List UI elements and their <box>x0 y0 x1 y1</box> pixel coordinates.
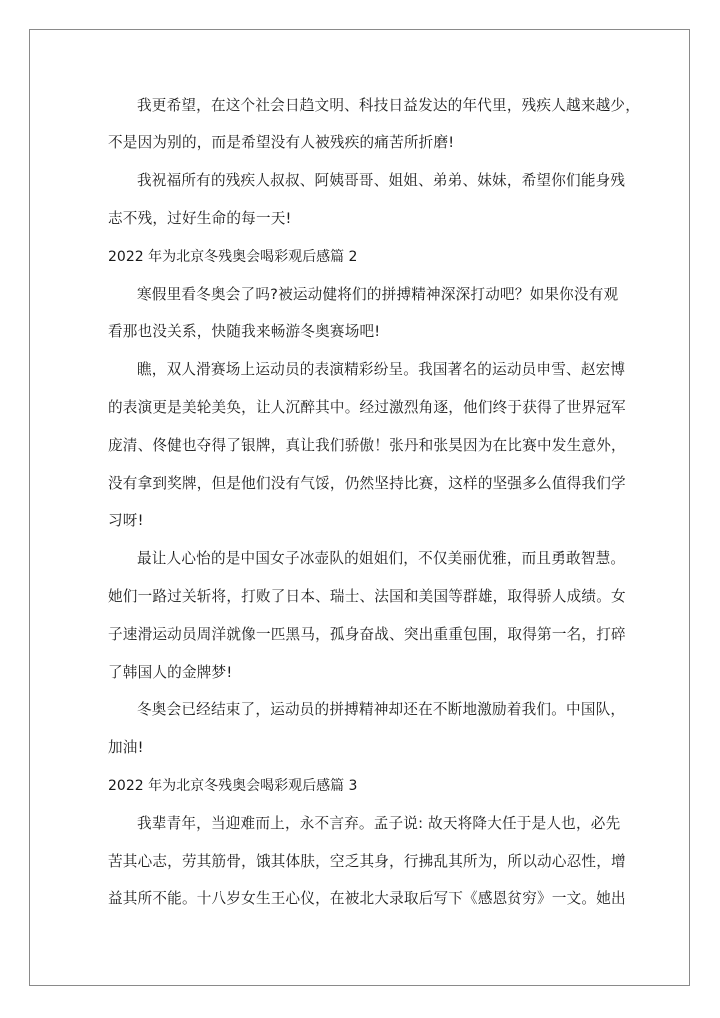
paragraph-line: 瞧，双人滑赛场上运动员的表演精彩纷呈。我国著名的运动员申雪、赵宏博 <box>137 361 626 378</box>
paragraph-line: 益其所不能。十八岁女生王心仪，在被北大录取后写下《感恩贫穷》一文。她出 <box>108 890 626 907</box>
paragraph-line: 的表演更是美轮美奂，让人沉醉其中。经过激烈角逐，他们终于获得了世界冠军 <box>108 399 626 416</box>
paragraph-line: 志不残，过好生命的每一天! <box>108 210 292 227</box>
paragraph-line: 我更希望，在这个社会日趋文明、科技日益发达的年代里，残疾人越来越少， <box>137 97 640 114</box>
paragraph-line: 寒假里看冬奥会了吗?被运动健将们的拼搏精神深深打动吧？如果你没有观 <box>137 286 619 303</box>
paragraph-line: 子速滑运动员周洋就像一匹黑马，孤身奋战、突出重重包围，取得第一名，打碎 <box>108 626 626 643</box>
paragraph-line: 看那也没关系，快随我来畅游冬奥赛场吧! <box>108 323 381 340</box>
paragraph-line: 庞清、佟健也夺得了银牌，真让我们骄傲！张丹和张昊因为在比赛中发生意外， <box>108 437 626 454</box>
paragraph-line: 最让人心怡的是中国女子冰壶队的姐姐们，不仅美丽优雅，而且勇敢智慧。 <box>137 550 626 567</box>
paragraph-line: 没有拿到奖牌，但是他们没有气馁，仍然坚持比赛，这样的坚强多么值得我们学 <box>108 475 626 492</box>
section-heading: 2022 年为北京冬残奥会喝彩观后感篇 3 <box>108 778 358 794</box>
paragraph-line: 了韩国人的金牌梦! <box>108 664 233 681</box>
section-heading: 2022 年为北京冬残奥会喝彩观后感篇 2 <box>108 249 358 265</box>
paragraph-line: 我辈青年，当迎难而上，永不言弃。孟子说: 故天将降大任于是人也，必先 <box>137 815 621 832</box>
paragraph-line: 我祝福所有的残疾人叔叔、阿姨哥哥、姐姐、弟弟、妹妹，希望你们能身残 <box>137 172 626 189</box>
paragraph-line: 不是因为别的，而是希望没有人被残疾的痛苦所折磨! <box>108 134 455 151</box>
paragraph-line: 冬奥会已经结束了，运动员的拼搏精神却还在不断地激励着我们。中国队， <box>137 701 626 718</box>
paragraph-line: 苦其心志，劳其筋骨，饿其体肤，空乏其身，行拂乱其所为，所以动心忍性，增 <box>108 853 626 870</box>
paragraph-line: 加油! <box>108 739 144 756</box>
paragraph-line: 她们一路过关斩将，打败了日本、瑞士、法国和美国等群雄，取得骄人成绩。女 <box>108 588 626 605</box>
paragraph-line: 习呀! <box>108 512 144 529</box>
